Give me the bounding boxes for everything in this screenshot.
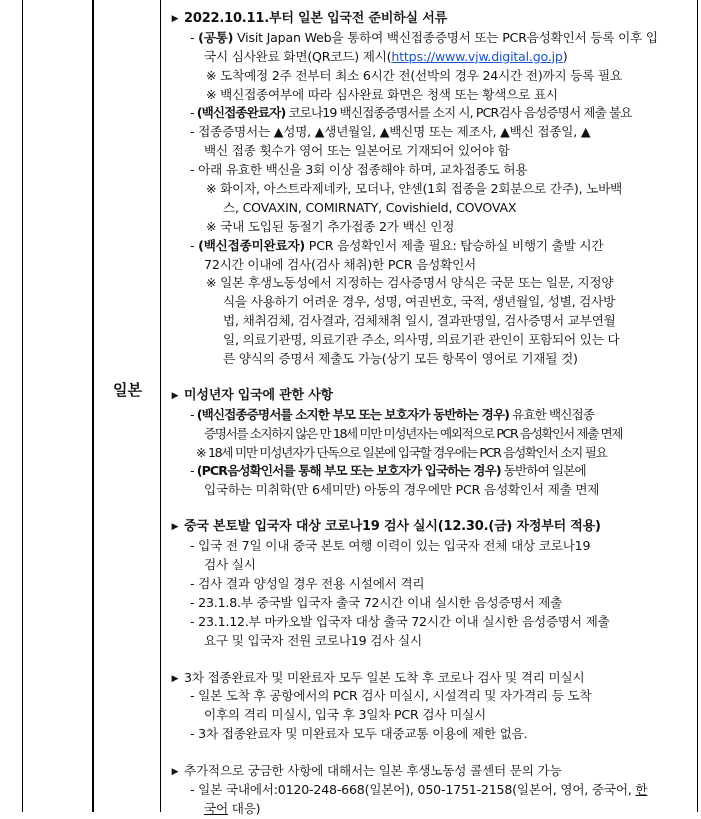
china-item-c: - 23.1.8.부 중국발 입국자 출국 72시간 이내 실시한 음성증명서 제출 <box>190 594 563 610</box>
table-border-left <box>22 0 23 812</box>
form-note-5: 른 양식의 증명서 제출도 가능(상기 모든 항목이 영어로 기재될 것) <box>223 351 578 367</box>
triangle-bullet-icon: ▶ <box>171 767 179 778</box>
section-minor-title: ▶ 미성년자 입국에 관한 사항 <box>166 387 694 406</box>
section-docs-title: ▶ 2022.10.11.부터 일본 입국전 준비하실 서류 <box>166 10 694 29</box>
content-cell <box>166 10 694 819</box>
form-note-4: 일, 의료기관명, 의료기관 주소, 의사명, 의료기관 관인이 포함되어 있는 다 <box>223 332 620 348</box>
note-screen-color: ※ 백신접종여부에 따라 심사완료 화면은 청색 또는 황색으로 표시 <box>206 86 558 102</box>
china-item-d-2: 요구 및 입국자 전원 코로나19 검사 실시 <box>204 632 422 648</box>
booster-note: ※ 국내 도입된 동절기 추가접종 2가 백신 인정 <box>206 218 455 234</box>
section-quarantine-title: ▶ 3차 접종완료자 및 미완료자 모두 일본 도착 후 코로나 검사 및 격리 미실시 <box>166 669 694 688</box>
triangle-bullet-icon: ▶ <box>171 390 179 401</box>
triangle-bullet-icon: ▶ <box>171 14 179 24</box>
country-label: 일본 <box>113 381 142 399</box>
form-note-1: ※ 일본 후생노동성에서 지정하는 검사증명서 양식은 국문 또는 일문, 지정양 <box>206 275 614 291</box>
callcenter-line-2: 국어 대응) <box>204 800 261 816</box>
quarantine-item-b: - 3차 접종완료자 및 미완료자 모두 대중교통 이용에 제한 없음. <box>190 726 528 742</box>
note-registration: ※ 도착예정 2주 전부터 최소 6시간 전(선박의 경우 24시간 전)까지 등록 필요 <box>206 67 622 83</box>
form-note-3: 법, 채취검체, 검사결과, 검체채취 일시, 결과판명일, 검사증명서 교부연월 <box>223 313 616 329</box>
vjw-link[interactable]: https://www.vjw.digital.go.jp <box>391 48 563 64</box>
table-border-country-right <box>160 0 161 812</box>
minor-p1-line-2: 증명서를 소지하지 않은 만 18세 미만 미성년자는 예외적으로 PCR 음성확인서 제출 면제 <box>204 425 623 441</box>
section-callcenter-title: ▶ 추가적으로 궁금한 사항에 대해서는 일본 후생노동성 콜센터 문의 가능 <box>166 762 694 781</box>
triangle-bullet-icon: ▶ <box>171 673 179 684</box>
vaccine-list-2: 스, COVAXIN, COMIRNATY, Covishield, COVOVAX <box>223 199 517 215</box>
unvaccinated-line-2: 72시간 이내에 검사(검사 채취)한 PCR 음성확인서 <box>204 256 477 272</box>
minor-p2-line-2: 입국하는 미취학(만 6세미만) 아동의 경우에만 PCR 음성확인서 제출 면제 <box>204 482 600 498</box>
china-item-b: - 검사 결과 양성일 경우 전용 시설에서 격리 <box>190 575 425 591</box>
quarantine-item-a-1: - 일본 도착 후 공항에서의 PCR 검사 미실시, 시설격리 및 자가격리 등 도착 <box>190 688 592 704</box>
cert-line-1: - 접종증명서는 ▲성명, ▲생년월일, ▲백신명 또는 제조사, ▲백신 접종일, ▲ <box>190 124 591 140</box>
common-line-1: - (공통) Visit Japan Web을 통하여 백신접종증명서 또는 PCR음성확인서 등록 이후 입 <box>190 29 658 45</box>
china-item-a-2: 검사 실시 <box>204 557 256 573</box>
vaccinated-line: - (백신접종완료자) 코로나19 백신접종증명서를 소지 시, PCR검사 음성증명서 제출 불요 <box>190 105 632 121</box>
china-item-d-1: - 23.1.12.부 마카오발 입국자 대상 출국 72시간 이내 실시한 음성증명서 제출 <box>190 613 610 629</box>
vaccine-list-1: ※ 화이자, 아스트라제네카, 모더나, 얀센(1회 접종을 2회분으로 간주), 노바백 <box>206 181 623 197</box>
form-note-2: 식을 사용하기 어려운 경우, 성명, 여권번호, 국적, 생년월일, 성별, 검사방 <box>223 294 616 310</box>
cert-line-2: 백신 접종 횟수가 영어 또는 일본어로 기재되어 있어야 함 <box>204 143 510 159</box>
minor-p1-note: ※ 18세 미만 미성년자가 단독으로 일본에 입국할 경우에는 PCR 음성확인서 소지 필요 <box>196 444 607 460</box>
callcenter-line-1: - 일본 국내에서:0120-248-668(일본어), 050-1751-2158(일본어, 영어, 중국어, 한 <box>190 781 648 797</box>
table-border-country-left <box>92 0 94 812</box>
minor-p2-line-1: - (PCR음성확인서를 통해 부모 또는 보호자가 입국하는 경우) 동반하여 일본에 <box>190 463 586 479</box>
minor-p1-line-1: - (백신접종증명서를 소지한 부모 또는 보호자가 동반하는 경우) 유효한 백신접종 <box>190 406 595 422</box>
table-border-right <box>697 0 698 812</box>
triangle-bullet-icon: ▶ <box>171 522 179 533</box>
china-item-a-1: - 입국 전 7일 이내 중국 본토 여행 이력이 있는 입국자 전체 대상 코로나19 <box>190 538 591 554</box>
quarantine-item-a-2: 이후의 격리 미실시, 입국 후 3일차 PCR 검사 미실시 <box>204 707 486 723</box>
common-line-2: 국시 심사완료 화면(QR코드) 제시(https://www.vjw.digital.go.jp) <box>204 48 568 64</box>
unvaccinated-line-1: - (백신접종미완료자) PCR 음성확인서 제출 필요: 탑승하실 비행기 출발 시간 <box>190 237 604 253</box>
valid-vaccine-line: - 아래 유효한 백신을 3회 이상 접종해야 하며, 교차접종도 허용 <box>190 162 528 178</box>
section-china-title: ▶ 중국 본토발 입국자 대상 코로나19 검사 실시(12.30.(금) 자정부터 적용) <box>166 518 694 537</box>
